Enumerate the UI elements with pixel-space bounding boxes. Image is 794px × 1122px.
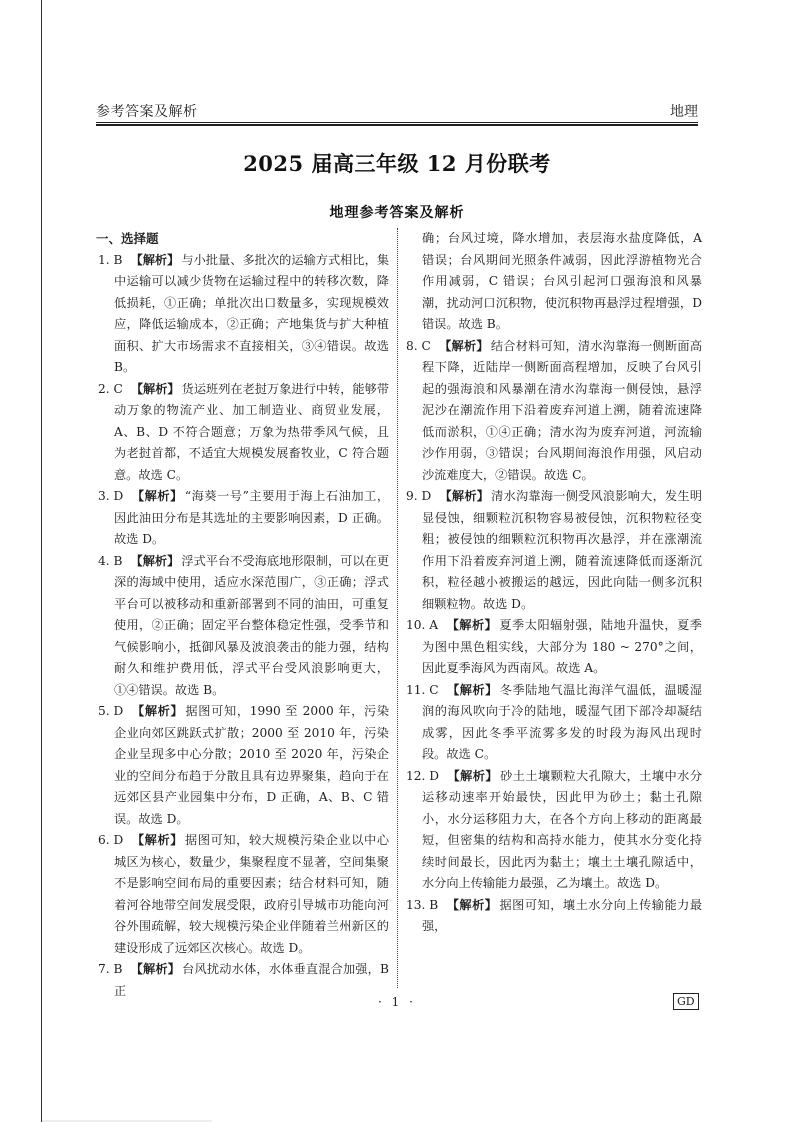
answer-explanation: 据图可知，较大规模污染企业以中心城区为核心，数量少，集聚程度不显著，空间集聚不是影响空间布局的重要因素；结合材料可知，随着河谷地带空间发展受限，政府引导城市功能向河谷外围疏解，较大规模污染企业伴随着兰州新区的建设形成了远郊区次核心。故选 D。 (114, 833, 390, 955)
answer-explanation: 浮式平台不受海底地形限制，可以在更深的海域中使用，适应水深范围广，③正确；浮式平台可以被移动和重新部署到不同的油田，可重复使用，②正确；固定平台整体稳定性强，受季节和气候影响小，抵御风暴及波浪袭击的能力强，结构耐久和维护费用低，浮式平台受风浪影响更大，①④错误。故选 B。 (114, 553, 390, 697)
running-header-left: 参考答案及解析 (96, 104, 198, 120)
answer-explanation: 冬季陆地气温比海洋气温低，温暖湿润的海风吹向于冷的陆地，暖湿气团下部冷却凝结成雾，因此冬季平流雾多发的时段为海风出现时段。故选 C。 (422, 682, 703, 761)
answer-item (98, 701, 389, 830)
answer-explanation: 夏季太阳辐射强，陆地升温快，夏季为图中黑色粗实线，大部分为 180 ~ 270°之间，因此夏季海风为西南风。故选 A。 (422, 618, 702, 675)
analysis-tag: 【解析】 (130, 381, 180, 396)
answer-item (98, 830, 389, 959)
column-divider (397, 228, 398, 988)
analysis-tag: 【解析】 (439, 489, 490, 503)
section-heading: 一、选择题 (96, 231, 159, 246)
answer-explanation: 清水沟靠海一侧受风浪影响大，发生明显侵蚀，细颗粒沉积物容易被侵蚀，沉积物粒径变粗；被侵蚀的细颗粒沉积物再次悬浮，并在涨潮流作用下沿着废弃河道上溯，随着流速降低而逐渐沉积，粒径越小被搬运的越远，因此向陆一侧多沉积细颗粒物。故选 D。 (422, 489, 703, 611)
left-column (98, 228, 389, 1002)
answer-explanation: 结合材料可知，清水沟靠海一侧断面高程下降，近陆岸一侧断面高程增加，反映了台风引起的强海浪和风暴潮在清水沟靠海一侧侵蚀，悬浮泥沙在潮流作用下沿着废弃河道上溯，随着流速降低而淤积，①④正确；清水沟为废弃河道，河流输沙作用弱，③错误；台风期间海浪作用强，风启动沙流难度大，②错误。故选 C。 (422, 338, 703, 482)
answer-number: 5. D (98, 704, 124, 718)
answer-explanation: 货运班列在老挝万象进行中转，能够带动万象的物流产业、加工制造业、商贸业发展，A、B、D 不符合题意；万象为热带季风气候，且为老挝首都，不适宜大规模发展畜牧业，C 符合题意。故选 C。 (114, 381, 390, 482)
answer-item (406, 680, 702, 766)
answer-number: 8. C (406, 338, 431, 353)
analysis-tag: 【解析】 (131, 833, 184, 847)
region-badge: GD (673, 993, 699, 1010)
header-double-rule (96, 122, 698, 126)
analysis-tag: 【解析】 (447, 768, 499, 783)
answer-number: 7. B (98, 962, 123, 976)
answer-number: 9. D (406, 489, 432, 503)
page-title: 2025 届高三年级 12 月份联考 (243, 151, 551, 176)
answer-number: 11. C (406, 682, 439, 697)
page-subtitle: 地理参考答案及解析 (329, 205, 465, 221)
answer-item (98, 486, 389, 551)
answer-explanation: “海葵一号”主要用于海上石油加工，因此油田分布是其选址的主要影响因素，D 正确。故选 D。 (114, 489, 390, 546)
answer-number: 2. C (98, 381, 123, 396)
analysis-tag: 【解析】 (446, 897, 498, 912)
answer-continuation: 确；台风过境，降水增加，表层海水盐度降低，A 错误；台风期间光照条件减弱，因此浮游植物光合作用减弱，C 错误；台风引起河口强海浪和风暴潮，扰动河口沉积物，使沉积物再悬浮过程增强，D 错误。故选 B。 (422, 231, 702, 331)
answer-explanation: 据图可知，壤土水分向上传输能力最强， (422, 897, 703, 933)
analysis-tag: 【解析】 (438, 338, 489, 353)
running-header-subject: 地理 (670, 104, 698, 120)
analysis-tag: 【解析】 (130, 252, 180, 267)
analysis-tag: 【解析】 (130, 962, 181, 976)
answer-item (406, 336, 702, 487)
answer-item (406, 895, 702, 938)
answer-item (406, 486, 702, 615)
analysis-tag: 【解析】 (131, 489, 183, 503)
answer-number: 1. B (98, 252, 123, 267)
right-column (406, 228, 702, 938)
answer-number: 3. D (98, 489, 124, 503)
answer-number: 4. B (98, 553, 123, 568)
answer-explanation: 台风扰动水体，水体垂直混合加强，B 正 (114, 962, 390, 998)
answer-item (406, 615, 702, 680)
answer-item (98, 250, 389, 379)
answer-number: 12. D (406, 768, 440, 783)
answer-item (98, 379, 389, 487)
answer-number: 10. A (406, 618, 439, 632)
analysis-tag: 【解析】 (446, 618, 498, 632)
page-number: · 1 · (378, 995, 416, 1009)
answer-number: 13. B (406, 897, 439, 912)
answer-explanation: 与小批量、多批次的运输方式相比，集中运输可以减少货物在运输过程中的转移次数，降低损耗，①正确；单批次出口数量多，实现规模效应，降低运输成本，②正确；产地集货与扩大种植面积、扩大市场需求不直接相关，③④错误。故选 B。 (114, 252, 390, 374)
analysis-tag: 【解析】 (130, 553, 180, 568)
answer-explanation: 砂土土壤颗粒大孔隙大，土壤中水分运移动速率开始最快，因此甲为砂土；黏土孔隙小，水分运移阻力大，在各个方向上移动的距离最短，但密集的结构和高持水能力，使其水分变化持续时间最长，因此丙为黏土；壤土土壤孔隙适中，水分向上传输能力最强，乙为壤土。故选 D。 (422, 768, 703, 890)
answer-explanation: 据图可知，1990 至 2000 年，污染企业向郊区跳跃式扩散；2000 至 2010 年，污染企业呈现多中心分散；2010 至 2020 年，污染企业的空间分布趋于分散且具有边界聚集，趋向于在远郊区县产业园集中分布，D 正确，A、B、C 错误。故选 D。 (114, 704, 390, 826)
answer-item (406, 766, 702, 895)
analysis-tag: 【解析】 (131, 704, 184, 718)
analysis-tag: 【解析】 (446, 682, 498, 697)
answer-item (98, 551, 389, 702)
answer-number: 6. D (98, 833, 124, 847)
